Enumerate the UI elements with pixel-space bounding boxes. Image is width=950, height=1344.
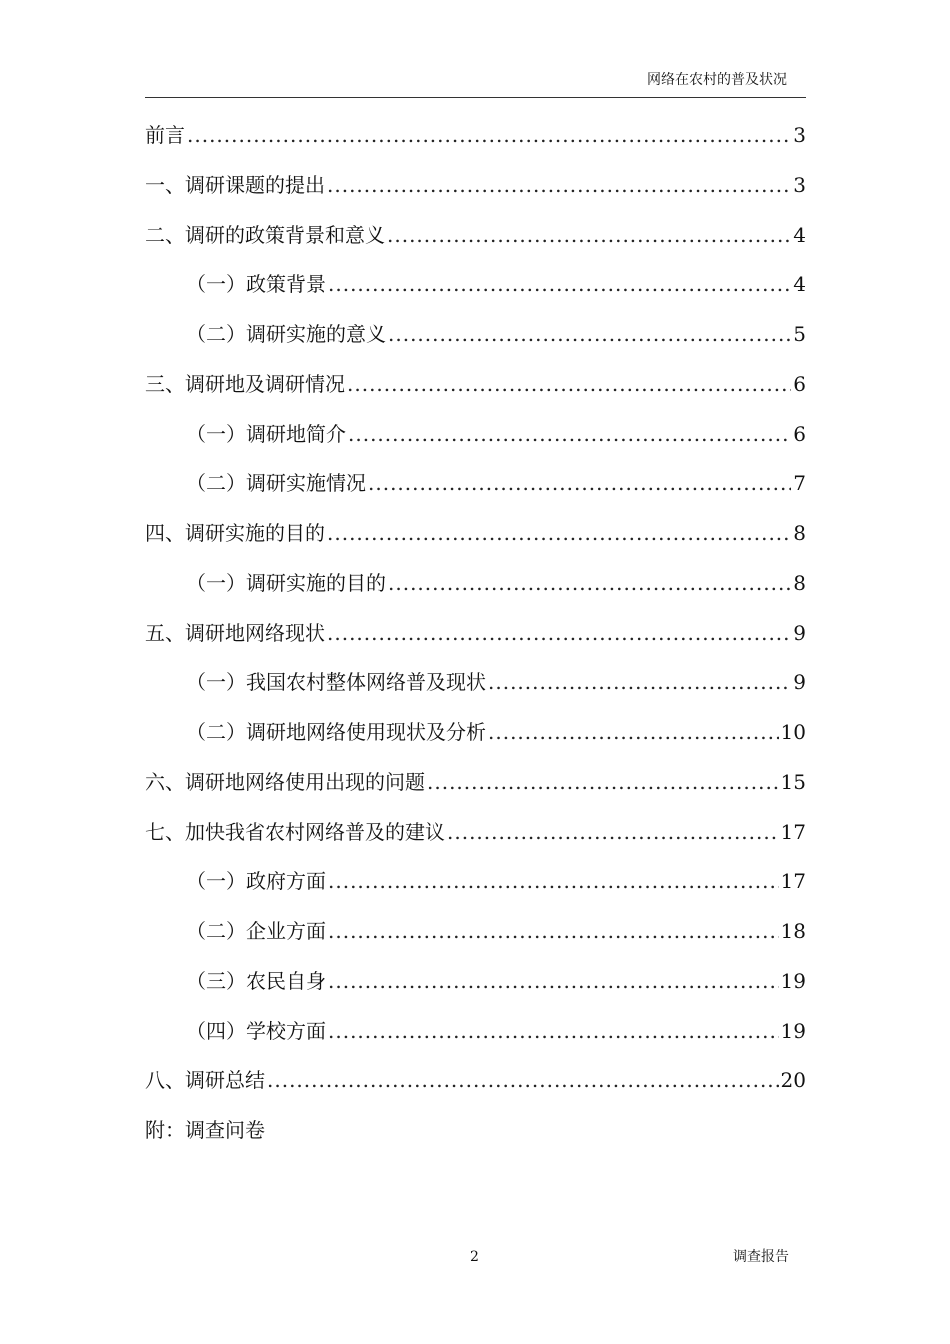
toc-dot-leader <box>427 763 779 801</box>
toc-entry-label: （二）调研实施的意义 <box>186 322 386 346</box>
toc-entry[interactable] <box>145 116 806 166</box>
toc-dot-leader <box>388 564 791 602</box>
toc-dot-leader <box>328 912 779 950</box>
toc-entry-page-number: 6 <box>793 421 806 446</box>
toc-entry[interactable] <box>145 763 806 813</box>
toc-dot-leader <box>488 713 779 751</box>
toc-dot-leader <box>368 464 791 502</box>
toc-entry-page-number: 6 <box>793 371 806 396</box>
toc-entry-page-number: 17 <box>780 869 806 894</box>
toc-entry-label: （二）调研地网络使用现状及分析 <box>186 720 486 744</box>
toc-entry[interactable] <box>145 813 806 863</box>
toc-dot-leader <box>187 116 791 154</box>
toc-entry-page-number: 19 <box>780 1018 806 1043</box>
toc-dot-leader <box>387 216 791 254</box>
toc-entry-label: （一）政府方面 <box>186 869 326 894</box>
toc-entry-label: 前言 <box>145 123 185 147</box>
toc-entry-label: （一）调研实施的目的 <box>186 570 386 595</box>
header-divider <box>145 97 806 98</box>
toc-dot-leader <box>347 365 791 403</box>
toc-entry-page-number: 19 <box>780 968 806 993</box>
toc-entry-page-number: 4 <box>793 222 806 247</box>
running-header-title: 网络在农村的普及状况 <box>647 72 787 88</box>
toc-entry[interactable] <box>145 614 806 664</box>
toc-entry[interactable] <box>145 713 806 763</box>
toc-entry-label: （三）农民自身 <box>186 968 326 993</box>
toc-entry[interactable] <box>145 912 806 962</box>
toc-entry-label: 一、调研课题的提出 <box>145 172 325 197</box>
toc-entry-label: 三、调研地及调研情况 <box>145 371 345 396</box>
toc-entry-label: （一）我国农村整体网络普及现状 <box>186 670 486 695</box>
toc-entry[interactable] <box>145 1012 806 1062</box>
toc-entry-page-number: 15 <box>780 769 806 794</box>
toc-entry[interactable] <box>145 415 806 465</box>
toc-dot-leader <box>488 663 791 701</box>
toc-entry-page-number: 10 <box>780 720 806 744</box>
toc-entry-label: （二）调研实施情况 <box>186 471 366 496</box>
toc-entry[interactable] <box>145 962 806 1012</box>
toc-entry-page-number: 3 <box>793 172 806 197</box>
table-of-contents <box>145 116 806 1161</box>
toc-entry-label: 七、加快我省农村网络普及的建议 <box>145 819 445 844</box>
toc-entry[interactable] <box>145 1061 806 1111</box>
toc-entry[interactable] <box>145 365 806 415</box>
toc-entry[interactable] <box>145 464 806 514</box>
toc-dot-leader <box>327 514 791 552</box>
toc-entry-page-number: 17 <box>780 819 806 844</box>
toc-entry[interactable] <box>145 166 806 216</box>
toc-entry-page-number: 7 <box>793 471 806 496</box>
footer-document-type: 调查报告 <box>733 1249 789 1265</box>
toc-entry-label: 八、调研总结 <box>145 1068 265 1093</box>
toc-entry-page-number: 9 <box>793 620 806 645</box>
toc-entry[interactable] <box>145 315 806 365</box>
toc-entry-page-number: 3 <box>793 123 806 147</box>
toc-dot-leader <box>388 315 791 353</box>
toc-dot-leader <box>328 1012 779 1050</box>
toc-entry-label: 附：调查问卷 <box>145 1118 265 1142</box>
toc-entry-page-number: 8 <box>793 521 806 545</box>
toc-dot-leader <box>327 614 791 652</box>
toc-entry-label: 六、调研地网络使用出现的问题 <box>145 769 425 794</box>
toc-entry-label: 二、调研的政策背景和意义 <box>145 222 385 247</box>
toc-entry-page-number: 5 <box>793 322 806 346</box>
toc-entry-page-number: 20 <box>780 1068 806 1093</box>
toc-entry-page-number: 8 <box>793 570 806 595</box>
toc-entry[interactable] <box>145 862 806 912</box>
toc-dot-leader <box>328 265 791 303</box>
toc-entry[interactable] <box>145 663 806 713</box>
toc-entry[interactable] <box>145 216 806 266</box>
toc-entry-page-number: 18 <box>780 919 806 943</box>
toc-dot-leader <box>328 862 779 900</box>
toc-entry[interactable] <box>145 265 806 315</box>
toc-dot-leader <box>267 1061 779 1099</box>
toc-entry-page-number: 9 <box>793 670 806 695</box>
toc-entry-label: 四、调研实施的目的 <box>145 521 325 545</box>
toc-entry-label: （四）学校方面 <box>186 1018 326 1043</box>
toc-entry[interactable] <box>145 514 806 564</box>
toc-entry[interactable] <box>145 564 806 614</box>
toc-entry-label: 五、调研地网络现状 <box>145 620 325 645</box>
toc-dot-leader <box>348 415 791 453</box>
toc-entry-label: （一）政策背景 <box>186 272 326 297</box>
toc-entry[interactable] <box>145 1111 806 1161</box>
toc-entry-label: （一）调研地简介 <box>186 421 346 446</box>
toc-entry-page-number: 4 <box>793 272 806 297</box>
toc-entry-label: （二）企业方面 <box>186 919 326 943</box>
toc-dot-leader <box>328 962 779 1000</box>
toc-dot-leader <box>327 166 791 204</box>
toc-dot-leader <box>447 813 779 851</box>
footer-page-number: 2 <box>470 1249 479 1265</box>
